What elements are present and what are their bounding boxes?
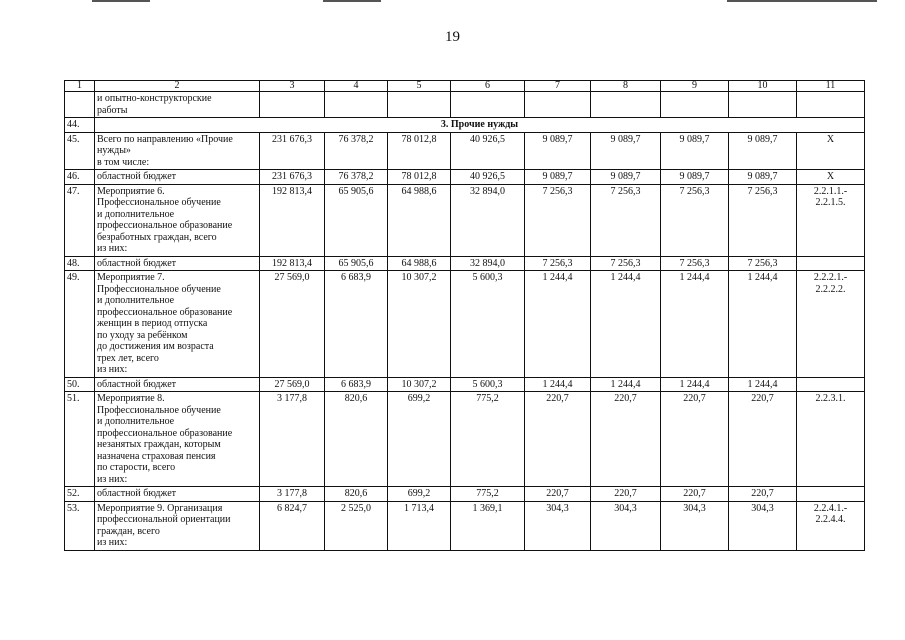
row-value: 78 012,8 — [388, 170, 451, 185]
row-index: 45. — [65, 132, 95, 170]
row-value: 65 905,6 — [325, 184, 388, 256]
row-value: 304,3 — [729, 501, 797, 550]
row-value: 3 177,8 — [260, 392, 325, 487]
row-value: 78 012,8 — [388, 132, 451, 170]
row-value: 5 600,3 — [451, 271, 525, 378]
row-value: 6 683,9 — [325, 271, 388, 378]
continuation-row — [65, 92, 865, 118]
row-index: 51. — [65, 392, 95, 487]
row-value: 220,7 — [591, 392, 661, 487]
row-code: Х — [797, 170, 865, 185]
row-value: 6 824,7 — [260, 501, 325, 550]
section-row — [65, 118, 865, 133]
row-code — [797, 377, 865, 392]
row-code — [797, 256, 865, 271]
row-value: 7 256,3 — [525, 184, 591, 256]
scan-mark — [727, 0, 877, 2]
row-name: областной бюджет — [95, 170, 260, 185]
row-value: 3 177,8 — [260, 487, 325, 502]
row-code: Х — [797, 132, 865, 170]
table-row — [65, 392, 865, 487]
row-value: 9 089,7 — [661, 170, 729, 185]
row-code: 2.2.2.1.- 2.2.2.2. — [797, 271, 865, 378]
row-index: 49. — [65, 271, 95, 378]
table-row — [65, 132, 865, 170]
section-title: 3. Прочие нужды — [95, 118, 865, 133]
row-name: областной бюджет — [95, 487, 260, 502]
row-name: Мероприятие 9. Организация профессиональной ориентации граждан, всего из них: — [95, 501, 260, 550]
column-number: 6 — [451, 81, 525, 92]
row-value: 7 256,3 — [729, 184, 797, 256]
column-number: 10 — [729, 81, 797, 92]
row-name: Мероприятие 8. Профессиональное обучение и дополнительное профессиональное образование незанятых граждан, которым назначена страховая пенсия по старости, всего из них: — [95, 392, 260, 487]
row-index: 44. — [65, 118, 95, 133]
row-value: 9 089,7 — [729, 132, 797, 170]
row-index: 48. — [65, 256, 95, 271]
row-value: 820,6 — [325, 392, 388, 487]
column-number: 5 — [388, 81, 451, 92]
row-value: 9 089,7 — [525, 170, 591, 185]
row-value: 40 926,5 — [451, 132, 525, 170]
row-value: 65 905,6 — [325, 256, 388, 271]
row-value: 64 988,6 — [388, 256, 451, 271]
column-number: 7 — [525, 81, 591, 92]
row-value: 1 244,4 — [729, 271, 797, 378]
row-name: Всего по направлению «Прочие нужды» в том числе: — [95, 132, 260, 170]
row-value: 220,7 — [729, 392, 797, 487]
row-value: 1 713,4 — [388, 501, 451, 550]
row-name: областной бюджет — [95, 256, 260, 271]
row-value: 1 244,4 — [661, 377, 729, 392]
row-value: 220,7 — [591, 487, 661, 502]
row-value: 76 378,2 — [325, 170, 388, 185]
row-value: 1 244,4 — [661, 271, 729, 378]
row-index: 47. — [65, 184, 95, 256]
row-value: 699,2 — [388, 392, 451, 487]
row-value: 304,3 — [661, 501, 729, 550]
row-value: 9 089,7 — [591, 170, 661, 185]
row-index: 52. — [65, 487, 95, 502]
table-row — [65, 487, 865, 502]
row-value: 9 089,7 — [525, 132, 591, 170]
table-row — [65, 170, 865, 185]
row-value: 1 244,4 — [525, 377, 591, 392]
row-value: 220,7 — [661, 487, 729, 502]
table-row — [65, 184, 865, 256]
column-number: 1 — [65, 81, 95, 92]
table-row — [65, 501, 865, 550]
row-value: 10 307,2 — [388, 271, 451, 378]
row-value: 32 894,0 — [451, 184, 525, 256]
scan-mark — [92, 0, 150, 2]
row-value: 699,2 — [388, 487, 451, 502]
page-number: 19 — [445, 29, 460, 45]
row-value: 7 256,3 — [661, 184, 729, 256]
row-value: 220,7 — [661, 392, 729, 487]
row-value: 27 569,0 — [260, 271, 325, 378]
row-name: областной бюджет — [95, 377, 260, 392]
column-number: 8 — [591, 81, 661, 92]
row-name: и опытно-конструкторские работы — [95, 92, 260, 118]
table-row — [65, 256, 865, 271]
row-value: 27 569,0 — [260, 377, 325, 392]
column-number: 3 — [260, 81, 325, 92]
row-value: 2 525,0 — [325, 501, 388, 550]
row-value: 1 244,4 — [591, 377, 661, 392]
row-name: Мероприятие 6. Профессиональное обучение и дополнительное профессиональное образование безработных граждан, всего из них: — [95, 184, 260, 256]
row-name: Мероприятие 7. Профессиональное обучение и дополнительное профессиональное образование женщин в период отпуска по уходу за ребёнком до достижения им возраста трех лет, всего из них: — [95, 271, 260, 378]
row-index: 46. — [65, 170, 95, 185]
row-value: 304,3 — [525, 501, 591, 550]
row-value: 7 256,3 — [591, 256, 661, 271]
row-value: 1 369,1 — [451, 501, 525, 550]
row-value: 220,7 — [525, 487, 591, 502]
row-value: 32 894,0 — [451, 256, 525, 271]
row-value: 231 676,3 — [260, 170, 325, 185]
row-value: 192 813,4 — [260, 256, 325, 271]
row-value: 9 089,7 — [729, 170, 797, 185]
row-value: 40 926,5 — [451, 170, 525, 185]
row-value: 7 256,3 — [591, 184, 661, 256]
row-value: 1 244,4 — [591, 271, 661, 378]
row-value: 1 244,4 — [729, 377, 797, 392]
row-index — [65, 92, 95, 118]
table-row — [65, 377, 865, 392]
column-number: 2 — [95, 81, 260, 92]
row-value: 220,7 — [525, 392, 591, 487]
row-value: 1 244,4 — [525, 271, 591, 378]
column-number: 4 — [325, 81, 388, 92]
row-index: 53. — [65, 501, 95, 550]
row-value: 231 676,3 — [260, 132, 325, 170]
row-value: 64 988,6 — [388, 184, 451, 256]
row-value: 9 089,7 — [661, 132, 729, 170]
row-value: 7 256,3 — [729, 256, 797, 271]
row-code — [797, 487, 865, 502]
column-number-row — [65, 81, 865, 92]
row-value: 5 600,3 — [451, 377, 525, 392]
row-value: 820,6 — [325, 487, 388, 502]
row-value: 9 089,7 — [591, 132, 661, 170]
row-value: 76 378,2 — [325, 132, 388, 170]
table-row — [65, 271, 865, 378]
row-code: 2.2.3.1. — [797, 392, 865, 487]
row-value: 6 683,9 — [325, 377, 388, 392]
row-value: 7 256,3 — [661, 256, 729, 271]
scan-mark — [323, 0, 381, 2]
row-value: 220,7 — [729, 487, 797, 502]
row-index: 50. — [65, 377, 95, 392]
column-number: 9 — [661, 81, 729, 92]
row-value: 775,2 — [451, 392, 525, 487]
row-value: 7 256,3 — [525, 256, 591, 271]
table-body — [65, 81, 865, 551]
row-value: 10 307,2 — [388, 377, 451, 392]
row-value: 304,3 — [591, 501, 661, 550]
row-value: 775,2 — [451, 487, 525, 502]
row-value: 192 813,4 — [260, 184, 325, 256]
column-number: 11 — [797, 81, 865, 92]
row-code: 2.2.4.1.- 2.2.4.4. — [797, 501, 865, 550]
budget-table — [64, 80, 865, 551]
row-code: 2.2.1.1.- 2.2.1.5. — [797, 184, 865, 256]
